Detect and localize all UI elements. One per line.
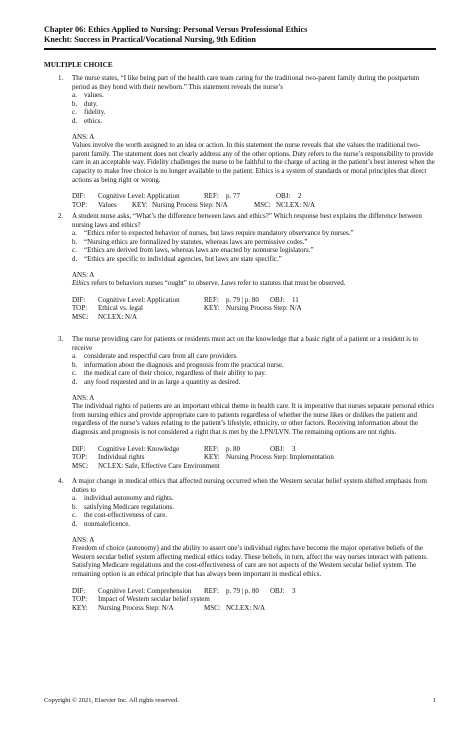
option-c: c. fidelity. <box>72 108 106 117</box>
option-a: a. considerate and respectful care from all care providers. <box>72 352 238 361</box>
option-a: a. values. <box>72 91 104 100</box>
option-c: c. the medical care of their choice, regardless of their ability to pay. <box>72 369 267 378</box>
option-d: d. “Ethics are specific to individual agencies, but laws are state specific.” <box>72 254 282 263</box>
option-b: b. “Nursing ethics are formalized by statutes, whereas laws are permissive codes.” <box>72 237 308 246</box>
option-b: b. satisfying Medicare regulations. <box>72 502 175 511</box>
question-number: 4. <box>58 477 64 485</box>
option-b: b. information about the diagnosis and prognosis from the practical nurse. <box>72 360 284 369</box>
question-4 <box>44 477 436 612</box>
chapter-title: Chapter 06: Ethics Applied to Nursing: Personal Versus Professional Ethics <box>44 25 308 34</box>
rationale: Ethics refers to behaviors nurses “ought” to observe. Laws refer to statutes that must be observed. <box>72 279 346 288</box>
page-footer <box>44 697 436 704</box>
question-stem: The nurse providing care for patients or residents must act on the knowledge that a basic right of a patient or a resident is to receive <box>72 335 419 352</box>
rationale: Freedom of choice (autonomy) and the ability to assert one’s individual rights have become the major operative beliefs of the Western secular belief system affecting medical ethics today. These beliefs, in turn, affect the way nurses interact with patients. Satisfying Medicare regulations and the cost-effectiveness of care are not aspects of the Western secular belief system. The remaining option is an ethical principle that has always been important in medical ethics. <box>72 544 428 578</box>
section-title: MULTIPLE CHOICE <box>44 61 113 69</box>
question-stem: A major change in medical ethics that affected nursing occurred when the Western secular belief system shifted emphasis from duties to <box>72 477 427 494</box>
question-meta <box>72 296 436 322</box>
meta-row: KEY: Nursing Process Step: N/A MSC: NCLEX: N/A <box>72 603 266 612</box>
question-meta <box>72 192 436 209</box>
question-meta <box>72 587 436 613</box>
question-1 <box>44 74 436 209</box>
copyright-text: Copyright © 2021, Elsevier Inc. All rights reserved. <box>44 697 179 704</box>
meta-row: TOP: Values KEY: Nursing Process Step: N/A MSC: NCLEX: N/A <box>72 200 316 209</box>
question-3 <box>44 335 436 470</box>
option-b: b. duty. <box>72 99 98 108</box>
meta-row: DIF: Cognitive Level: Application REF: p. 79 | p. 80 OBJ: 11 <box>72 295 299 304</box>
meta-row: TOP: Ethical vs. legal KEY: Nursing Process Step: N/A <box>72 304 302 313</box>
page-number: 1 <box>432 697 436 704</box>
answer: ANS: A <box>72 535 95 544</box>
option-d: d. nonmaleficence. <box>72 519 131 528</box>
header-rule <box>44 48 436 50</box>
answer: ANS: A <box>72 270 95 279</box>
option-a: a. “Ethics refer to expected behavior of nurses, but laws require mandatory observance by nurses.” <box>72 229 354 238</box>
answer: ANS: A <box>72 132 95 141</box>
meta-row: DIF: Cognitive Level: Application REF: p. 77 OBJ: 2 <box>72 192 302 201</box>
rationale: The individual rights of patients are an important ethical theme in health care. It is imperative that nurses separate personal ethics from nursing ethics and provide appropriate care to patients regardless of whether the nurse likes or dislikes the patient and regardless of the nurse’s values relating to the patient’s lifestyle, ethnicity, or other factors. Receiving information about the diagnosis and prognosis is not considered a right that is met by the LPN/LVN. The remaining options are not rights. <box>72 402 435 436</box>
book-title: Knecht: Success in Practical/Vocational Nursing, 9th Edition <box>44 35 256 44</box>
question-stem: The nurse states, “I like being part of the health care team caring for the traditional two-parent family during the postpartum period as they bond with their newborn.” This statement reveals the nurse’s <box>72 74 420 91</box>
rationale: Values involve the worth assigned to an idea or action. In this statement the nurse reveals that she values the traditional two-parent family. The statement does not clearly address any of the other options. Duty refers to the nurse’s responsibility to provide care in an acceptable way. Fidelity challenges the nurse to be faithful to the charge of acting in the patient’s best interest when the capacity to make free choice is no longer available to the patient. Ethics is a system of standards or moral principles that direct actions as being right or wrong. <box>72 141 435 184</box>
option-d: d. ethics. <box>72 116 103 125</box>
answer: ANS: A <box>72 393 95 402</box>
document-header <box>44 25 436 45</box>
question-meta <box>72 445 436 471</box>
option-c: c. the cost-effectiveness of care. <box>72 511 168 520</box>
option-a: a. individual autonomy and rights. <box>72 494 174 503</box>
question-number: 3. <box>58 335 64 343</box>
meta-row: MSC: NCLEX: Safe, Effective Care Environment <box>72 461 220 470</box>
option-c: c. “Ethics are derived from laws, whereas laws are enacted by nonnurse legislators.” <box>72 246 314 255</box>
meta-row: DIF: Cognitive Level: Comprehension REF: p. 79 | p. 80 OBJ: 3 <box>72 586 296 595</box>
meta-row: MSC: NCLEX: N/A <box>72 312 138 321</box>
question-number: 2. <box>58 212 64 220</box>
meta-row: TOP: Impact of Western secular belief system <box>72 595 210 604</box>
option-d: d. any food requested and in as large a quantity as desired. <box>72 377 241 386</box>
meta-row: TOP: Individual rights KEY: Nursing Process Step: Implementation <box>72 453 334 462</box>
question-2 <box>44 212 436 322</box>
question-stem: A student nurse asks, “What’s the difference between laws and ethics?” Which response best explains the difference between nursing laws and ethics? <box>72 212 422 229</box>
question-number: 1. <box>58 74 64 82</box>
meta-row: DIF: Cognitive Level: Knowledge REF: p. 80 OBJ: 3 <box>72 444 296 453</box>
